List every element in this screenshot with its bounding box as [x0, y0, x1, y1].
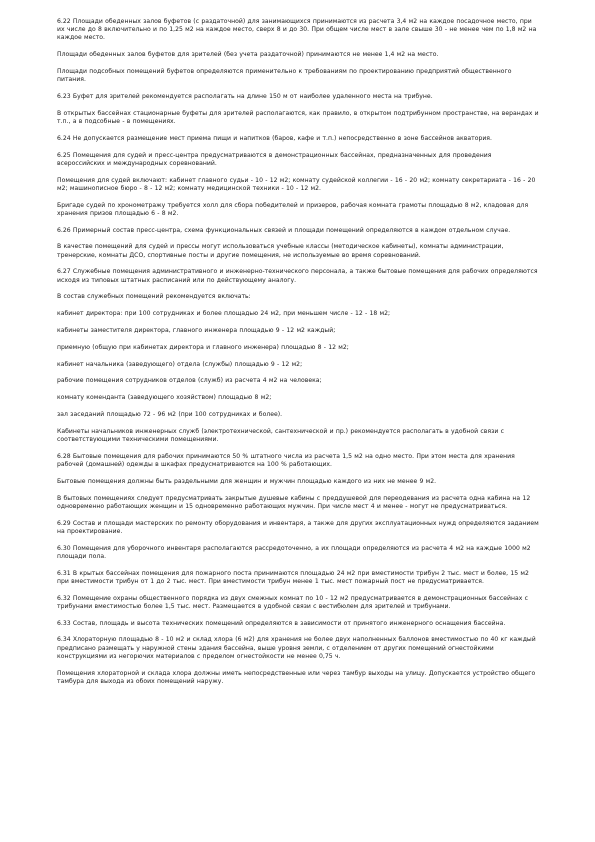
paragraph-6-27: 6.27 Служебные помещения административного и инженерно-технического персонала, а также бытовые помещения для рабочих определяются исходя из типовых штатных расписаний или по действующему аналогу.: [57, 268, 538, 284]
paragraph-6-25: 6.25 Помещения для судей и пресс-центра предусматриваются в демонстрационных бассейнах, предназначенных для проведения всероссийских и международных соревнований.: [57, 151, 492, 167]
list-item-meeting-hall: зал заседаний площадью 72 - 96 м2 (при 100 сотрудниках и более).: [57, 410, 283, 418]
paragraph-spectator-buffet-area: Площади обеденных залов буфетов для зрителей (без учета раздаточной) принимаются не менее 1,4 м2 на место.: [57, 51, 439, 59]
paragraph-6-30: 6.30 Помещения для уборочного инвентаря располагаются рассредоточенно, а их площади определяются из расчета 4 м2 на каждые 1000 м2 площади пола.: [57, 544, 531, 560]
paragraph-6-33: 6.33 Состав, площадь и высота технических помещений определяются в зависимости от принятого инженерного оснащения бассейна.: [57, 619, 506, 627]
paragraph-judges-press-rooms: В качестве помещений для судей и прессы могут использоваться учебные классы (методическое кабинеты), комнаты администрации, тренерские, комнаты ДСО, спортивные посты и другие помещения, не используемые во время соревнований.: [57, 243, 504, 259]
document-page: [57, 18, 539, 695]
paragraph-open-pool-buffets: В открытых бассейнах стационарные буфеты для зрителей располагаются, как правило, в открытом подтрибунном пространстве, на верандах и т.п., а в подсобные - в помещениях.: [57, 109, 539, 125]
list-item-department-head: кабинет начальника (заведующего) отдела (службы) площадью 9 - 12 м2;: [57, 360, 303, 368]
list-item-commandant-room: комнату коменданта (заведующего хозяйством) площадью 8 м2;: [57, 394, 272, 402]
paragraph-separate-amenity-rooms: Бытовые помещения должны быть раздельными для женщин и мужчин площадью каждого из них не менее 9 м2.: [57, 477, 437, 485]
list-item-staff-rooms: рабочие помещения сотрудников отделов (служб) из расчета 4 м2 на человека;: [57, 377, 322, 385]
paragraph-6-24: 6.24 Не допускается размещение мест приема пищи и напитков (баров, кафе и т.п.) непосредственно в зоне бассейнов акватория.: [57, 134, 492, 142]
paragraph-6-34: 6.34 Хлораторную площадью 8 - 10 м2 и склад хлора (6 м2) для хранения не более двух наполненных баллонов вместимостью по 40 кг каждый предписано размещать у наружной стены здания бассейна, выше уровня земли, с отделением от других помещений огнестойкими конструкциями из негорючих материалов с пределом огнестойкости не менее 0,75 ч.: [57, 636, 536, 660]
paragraph-6-22: 6.22 Площади обеденных залов буфетов (с раздаточной) для занимающихся принимаются из расчета 3,4 м2 на каждое посадочное место, при их числе до 8 включительно и по 1,25 м2 на каждое место, сверх 8 и до 30. При общем числе мест в зале свыше 30 - не менее чем по 1,8 м2 на каждое место.: [57, 18, 537, 42]
paragraph-chlorine-exits: Помещения хлораторной и склада хлора должны иметь непосредственные или через тамбур выходы на улицу. Допускается устройство общего тамбура для выхода из обоих помещений наружу.: [57, 669, 536, 685]
paragraph-6-31: 6.31 В крытых бассейнах помещения для пожарного поста принимаются площадью 24 м2 при вместимости трибун 2 тыс. мест и более, 15 м2 при вместимости трибун от 1 до 2 тыс. мест. При вместимости трибун менее 1 тыс. мест пожарный пост не предусматривается.: [57, 569, 529, 585]
paragraph-judges-rooms: Помещения для судей включают: кабинет главного судьи - 10 - 12 м2; комнату судейской коллегии - 16 - 20 м2; комнату секретариата - 16 - 20 м2; машинописное бюро - 8 - 12 м2; комнату медицинской техники - 10 - 12 м2.: [57, 176, 536, 192]
paragraph-6-26: 6.26 Примерный состав пресс-центра, схема функциональных связей и площади помещений определяются в каждом отдельном случае.: [57, 226, 511, 234]
list-item-director-office: кабинет директора: при 100 сотрудниках и более площадью 24 м2, при меньшем числе - 12 - 18 м2;: [57, 310, 391, 318]
paragraph-6-29: 6.29 Состав и площади мастерских по ремонту оборудования и инвентаря, а также для других эксплуатационных нужд определяются заданием на проектирование.: [57, 519, 539, 535]
paragraph-6-32: 6.32 Помещение охраны общественного порядка из двух смежных комнат по 10 - 12 м2 предусматривается в демонстрационных бассейнах с трибунами вместимостью более 1,5 тыс. мест. Размещается в удобной связи с вестибюлем для зрителей и трибунами.: [57, 594, 528, 610]
paragraph-service-rooms-intro: В состав служебных помещений рекомендуется включать:: [57, 293, 251, 301]
list-item-reception: приемную (общую при кабинетах директора и главного инженера) площадью 8 - 12 м2;: [57, 343, 349, 351]
paragraph-shower-cabins: В бытовых помещениях следует предусматривать закрытые душевые кабины с преддушевой для переодевания из расчета одна кабина на 12 одновременно работающих женщин и 15 одновременно работающих мужчин. При числе мест 4 и менее - могут не предусматриваться.: [57, 494, 531, 510]
paragraph-engineering-offices: Кабинеты начальников инженерных служб (электротехнической, сантехнической и пр.) рекомендуется располагать в удобной связи с соответствующими техническими помещениями.: [57, 427, 504, 443]
paragraph-6-23: 6.23 Буфет для зрителей рекомендуется располагать на длине 150 м от наиболее удаленного места на трибуне.: [57, 93, 433, 100]
paragraph-auxiliary-buffet-rooms: Площади подсобных помещений буфетов определяются применительно к требованиям по проектированию предприятий общественного питания.: [57, 68, 512, 84]
paragraph-timekeeping-brigade: Бригаде судей по хронометражу требуется холл для сбора победителей и призеров, рабочая комната грамоты площадью 8 м2, кладовая для хранения призов площадью 6 - 8 м2.: [57, 201, 529, 217]
list-item-deputy-offices: кабинеты заместителя директора, главного инженера площадью 9 - 12 м2 каждый;: [57, 326, 336, 334]
paragraph-6-28: 6.28 Бытовые помещения для рабочих принимаются 50 % штатного числа из расчета 1,5 м2 на одно место. При этом места для хранения рабочей (домашней) одежды в шкафах предусматриваются на 100 % работающих.: [57, 452, 515, 468]
